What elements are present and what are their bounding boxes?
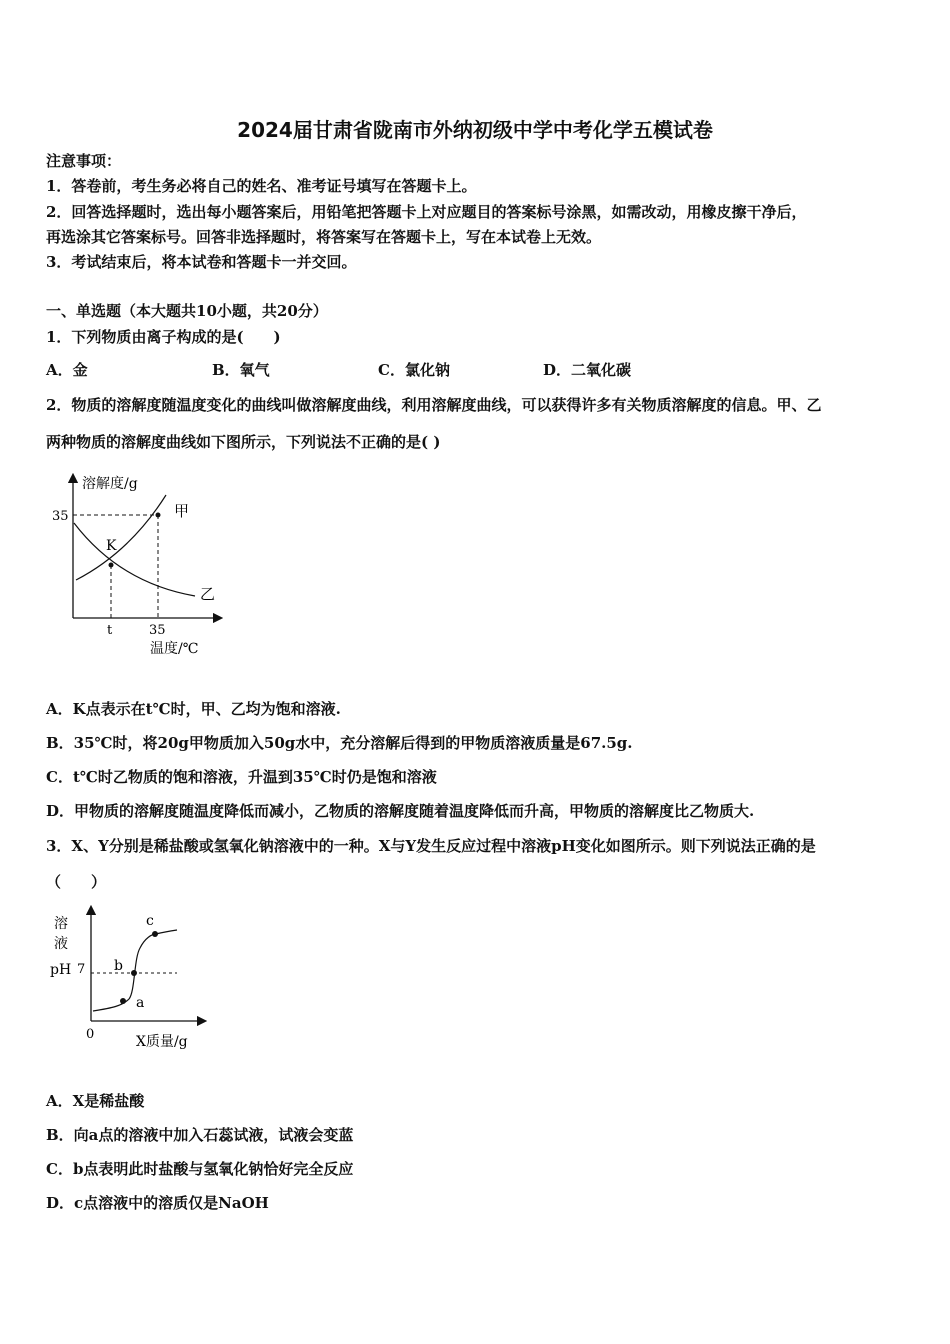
point-intersection-35 <box>156 513 161 518</box>
q1-option-b: B．氧气 <box>212 361 270 379</box>
q3-stem-line1: 3．X、Y分别是稀盐酸或氢氧化钠溶液中的一种。X与Y发生反应过程中溶液pH变化如图所示。则下列说法正确的是 <box>46 837 816 855</box>
point-label-c: c <box>146 913 154 929</box>
q1-option-a: A．金 <box>46 361 88 379</box>
point-label-a: a <box>136 995 145 1011</box>
point-a <box>120 998 126 1004</box>
x-tick-label: 35 <box>149 623 166 638</box>
y-axis-label: 液 <box>54 936 68 952</box>
q2-option-d: D．甲物质的溶解度随温度降低而减小，乙物质的溶解度随着温度降低而升高，甲物质的溶解度比乙物质大. <box>46 802 755 820</box>
point-label-b: b <box>114 958 123 974</box>
q2-stem-line2: 两种物质的溶解度曲线如下图所示，下列说法不正确的是( ) <box>46 433 441 451</box>
q3-option-c: C．b点表明此时盐酸与氢氧化钠恰好完全反应 <box>46 1160 354 1178</box>
q3-stem-line2: （ ） <box>46 873 107 891</box>
curve-yi <box>74 523 195 596</box>
notice-line: 1．答卷前，考生务必将自己的姓名、准考证号填写在答题卡上。 <box>46 177 477 195</box>
q2-option-c: C．t℃时乙物质的饱和溶液，升温到35℃时仍是饱和溶液 <box>46 768 437 786</box>
notice-line: 2．回答选择题时，选出每小题答案后，用铅笔把答题卡上对应题目的答案标号涂黑，如需改动，用橡皮擦干净后， <box>46 203 807 221</box>
q2-stem-line1: 2．物质的溶解度随温度变化的曲线叫做溶解度曲线，利用溶解度曲线，可以获得许多有关物质溶解度的信息。甲、乙 <box>46 396 822 414</box>
y-axis-label: 溶 <box>54 916 68 932</box>
y-axis-label: pH <box>50 962 72 978</box>
y-tick-label: 35 <box>52 509 69 524</box>
q1-option-c: C．氯化钠 <box>378 361 450 379</box>
q1-stem: 1．下列物质由离子构成的是( ) <box>46 328 281 346</box>
page-title: 2024届甘肃省陇南市外纳初级中学中考化学五模试卷 <box>237 118 713 142</box>
q2-option-b: B．35℃时，将20g甲物质加入50g水中，充分溶解后得到的甲物质溶液质量是67.5g. <box>46 734 633 752</box>
section-heading: 一、单选题（本大题共10小题，共20分） <box>46 302 328 320</box>
series-label-yi: 乙 <box>200 585 216 603</box>
x-axis-label: 温度/℃ <box>150 641 199 657</box>
origin-label: 0 <box>86 1027 95 1042</box>
solubility-chart <box>40 468 230 660</box>
ph-chart <box>44 904 214 1054</box>
notice-heading: 注意事项： <box>46 152 122 170</box>
x-tick-label: t <box>107 623 113 638</box>
notice-line: 3．考试结束后，将本试卷和答题卡一并交回。 <box>46 253 357 271</box>
point-b <box>131 970 137 976</box>
x-axis-label: X质量/g <box>136 1034 188 1050</box>
point-k <box>109 563 114 568</box>
y-axis-label: 溶解度/g <box>82 476 138 492</box>
point-label-k: K <box>106 538 117 554</box>
q3-option-d: D．c点溶液中的溶质仅是NaOH <box>46 1194 269 1212</box>
y-tick-label: 7 <box>77 962 86 977</box>
q3-option-a: A．X是稀盐酸 <box>46 1092 145 1110</box>
point-c <box>152 931 158 937</box>
q1-option-d: D．二氧化碳 <box>543 361 632 379</box>
series-label-jia: 甲 <box>174 502 190 520</box>
notice-line: 再选涂其它答案标号。回答非选择题时，将答案写在答题卡上，写在本试卷上无效。 <box>46 228 602 246</box>
q2-option-a: A．K点表示在t℃时，甲、乙均为饱和溶液. <box>46 700 341 718</box>
q3-option-b: B．向a点的溶液中加入石蕊试液，试液会变蓝 <box>46 1126 354 1144</box>
